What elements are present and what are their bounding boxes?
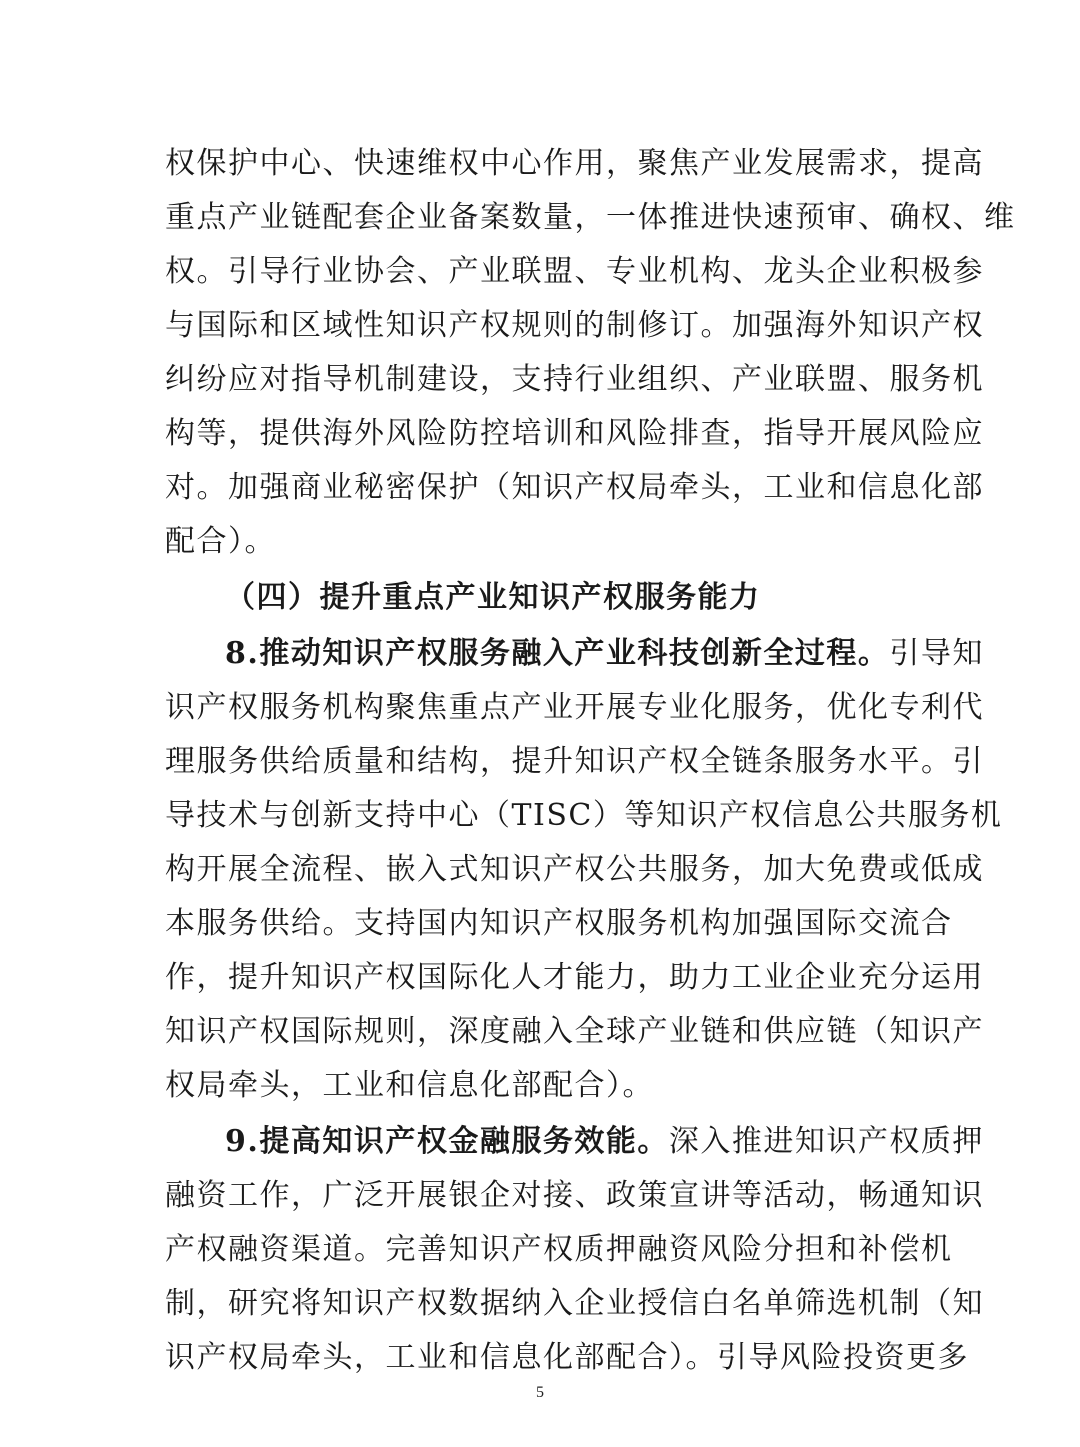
body-text-line: 权局牵头，工业和信息化部配合）。 [165, 1068, 654, 1103]
body-text-line: 本服务供给。支持国内知识产权服务机构加强国际交流合 [165, 906, 953, 941]
body-text-line: 纠纷应对指导机制建设，支持行业组织、产业联盟、服务机 [165, 362, 984, 397]
section-heading: （四）提升重点产业知识产权服务能力 [225, 580, 761, 615]
body-text-line: 识产权服务机构聚焦重点产业开展专业化服务，优化专利代 [165, 690, 984, 725]
item-8-first-line [225, 632, 984, 676]
body-text-line: 权。引导行业协会、产业联盟、专业机构、龙头企业积极参 [165, 254, 984, 289]
item-8-first-line-text: 引导知 [889, 636, 984, 671]
item-8-title: 8.推动知识产权服务融入产业科技创新全过程。 [225, 636, 890, 671]
body-text-line: 导技术与创新支持中心（TISC）等知识产权信息公共服务机 [165, 798, 1003, 833]
item-9-title: 9.提高知识产权金融服务效能。 [225, 1124, 669, 1159]
body-text-line: 权保护中心、快速维权中心作用，聚焦产业发展需求，提高 [165, 146, 984, 181]
body-text-line: 构开展全流程、嵌入式知识产权公共服务，加大免费或低成 [165, 852, 984, 887]
item-9-first-line-text: 深入推进知识产权质押 [668, 1124, 984, 1159]
body-text-line: 对。加强商业秘密保护（知识产权局牵头，工业和信息化部 [165, 470, 984, 505]
body-text-line: 重点产业链配套企业备案数量，一体推进快速预审、确权、维 [165, 200, 1016, 235]
body-text-line: 作，提升知识产权国际化人才能力，助力工业企业充分运用 [165, 960, 984, 995]
body-text-line: 配合）。 [165, 524, 276, 559]
item-9-first-line [225, 1120, 984, 1164]
body-text-line: 知识产权国际规则，深度融入全球产业链和供应链（知识产 [165, 1014, 984, 1049]
body-text-line: 产权融资渠道。完善知识产权质押融资风险分担和补偿机 [165, 1232, 953, 1267]
body-text-line: 与国际和区域性知识产权规则的制修订。加强海外知识产权 [165, 308, 984, 343]
body-text-line: 制，研究将知识产权数据纳入企业授信白名单筛选机制（知 [165, 1286, 984, 1321]
page-number: 5 [536, 1384, 544, 1401]
body-text-line: 识产权局牵头，工业和信息化部配合）。引导风险投资更多 [165, 1340, 969, 1375]
body-text-line: 构等，提供海外风险防控培训和风险排查，指导开展风险应 [165, 416, 984, 451]
body-text-line: 融资工作，广泛开展银企对接、政策宣讲等活动，畅通知识 [165, 1178, 984, 1213]
body-text-line: 理服务供给质量和结构，提升知识产权全链条服务水平。引 [165, 744, 984, 779]
